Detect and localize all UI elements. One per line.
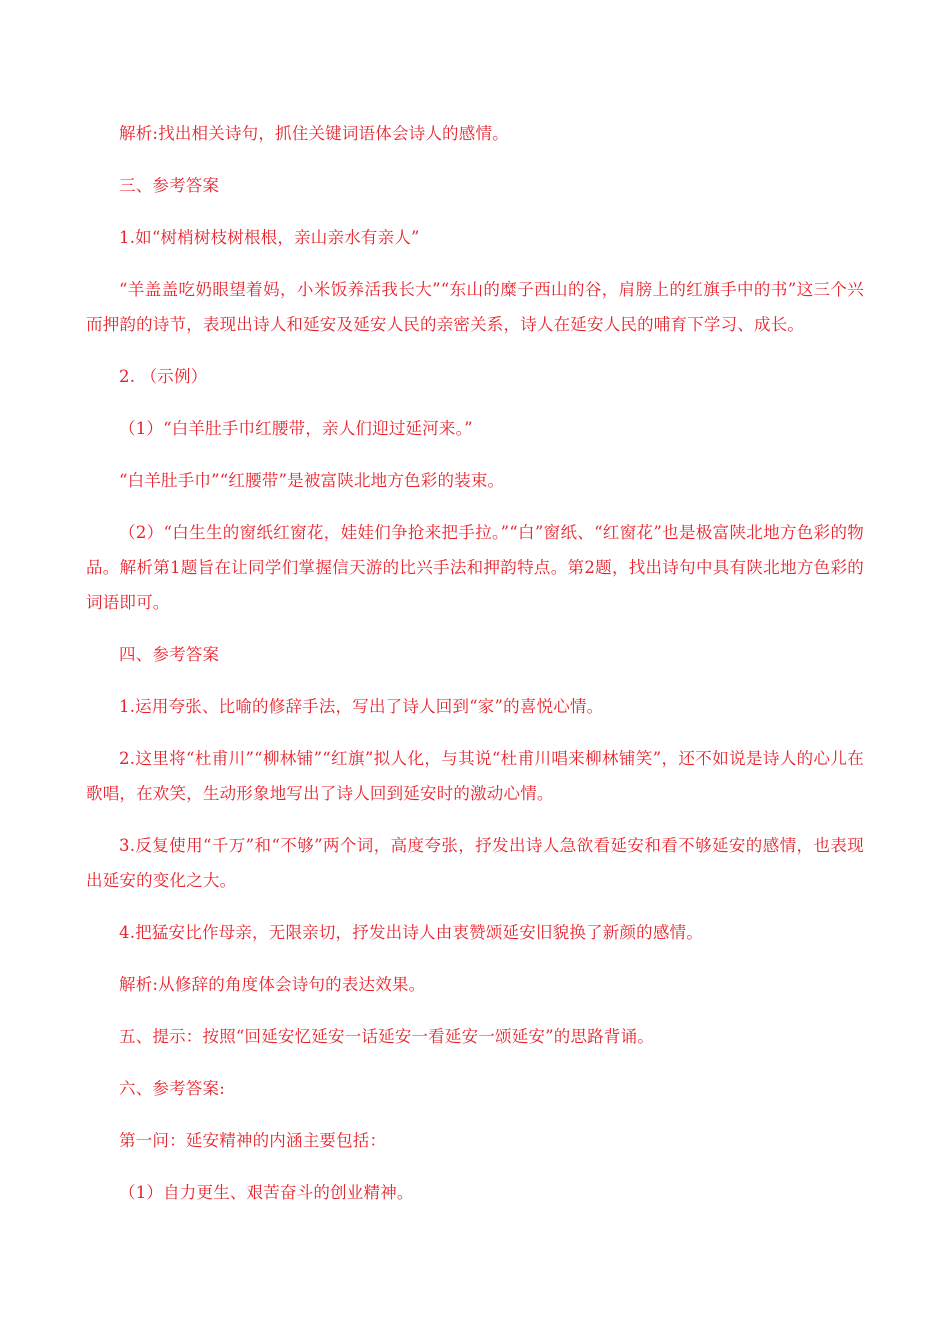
- answer-4-4: 4.把猛安比作母亲，无限亲切，抒发出诗人由衷赞颂延安旧貌换了新颜的感情。: [119, 923, 703, 942]
- section-four-heading: 四、参考答案: [119, 645, 220, 664]
- question-1-point-1: （1）自力更生、艰苦奋斗的创业精神。: [119, 1183, 414, 1202]
- answer-3-2-heading: 2. （示例）: [119, 367, 208, 386]
- answer-4-1: 1.运用夸张、比喻的修辞手法，写出了诗人回到“家”的喜悦心情。: [119, 697, 604, 716]
- answer-4-2: 2.这里将“杜甫川”“柳林铺”“红旗”拟人化，与其说“杜甫川唱来柳林铺笑”，还不如说是诗人的心儿在歌唱，在欢笑，生动形象地写出了诗人回到延安时的激动心情。: [86, 749, 864, 803]
- section-three-heading: 三、参考答案: [119, 176, 220, 195]
- answer-3-1-explanation: “羊盖盖吃奶眼望着妈，小米饭养活我长大”“东山的糜子西山的谷，肩膀上的红旗手中的书”这三个兴而押韵的诗节，表现出诗人和延安及延安人民的亲密关系，诗人在延安人民的哺育下学习、成长。: [86, 280, 864, 334]
- example-1: （1）“白羊肚手巾红腰带，亲人们迎过延河来。”: [119, 419, 473, 438]
- answer-3-1: 1.如“树梢树枝树根根，亲山亲水有亲人”: [119, 228, 420, 247]
- section-five-hint: 五、提示：按照“回延安忆延安一话延安一看延安一颂延安”的思路背诵。: [119, 1027, 654, 1046]
- example-1-explanation: “白羊肚手巾”“红腰带”是被富陕北地方色彩的装束。: [119, 471, 505, 490]
- analysis-note-1: 解析:找出相关诗句，抓住关键词语体会诗人的感情。: [119, 124, 509, 143]
- section-six-heading: 六、参考答案:: [119, 1079, 225, 1098]
- analysis-note-2: 解析:从修辞的角度体会诗句的表达效果。: [119, 975, 426, 994]
- answer-4-3: 3.反复使用“千万”和“不够”两个词，高度夸张，抒发出诗人急欲看延安和看不够延安的感情，也表现出延安的变化之大。: [86, 836, 864, 890]
- document-body: [86, 116, 864, 1227]
- question-1-intro: 第一问：延安精神的内涵主要包括：: [119, 1131, 387, 1150]
- example-2: （2）“白生生的窗纸红窗花，娃娃们争抢来把手拉。”“白”窗纸、“红窗花”也是极富陕北地方色彩的物品。解析第1题旨在让同学们掌握信天游的比兴手法和押韵特点。第2题，找出诗句中具有陕北地方色彩的词语即可。: [86, 523, 864, 612]
